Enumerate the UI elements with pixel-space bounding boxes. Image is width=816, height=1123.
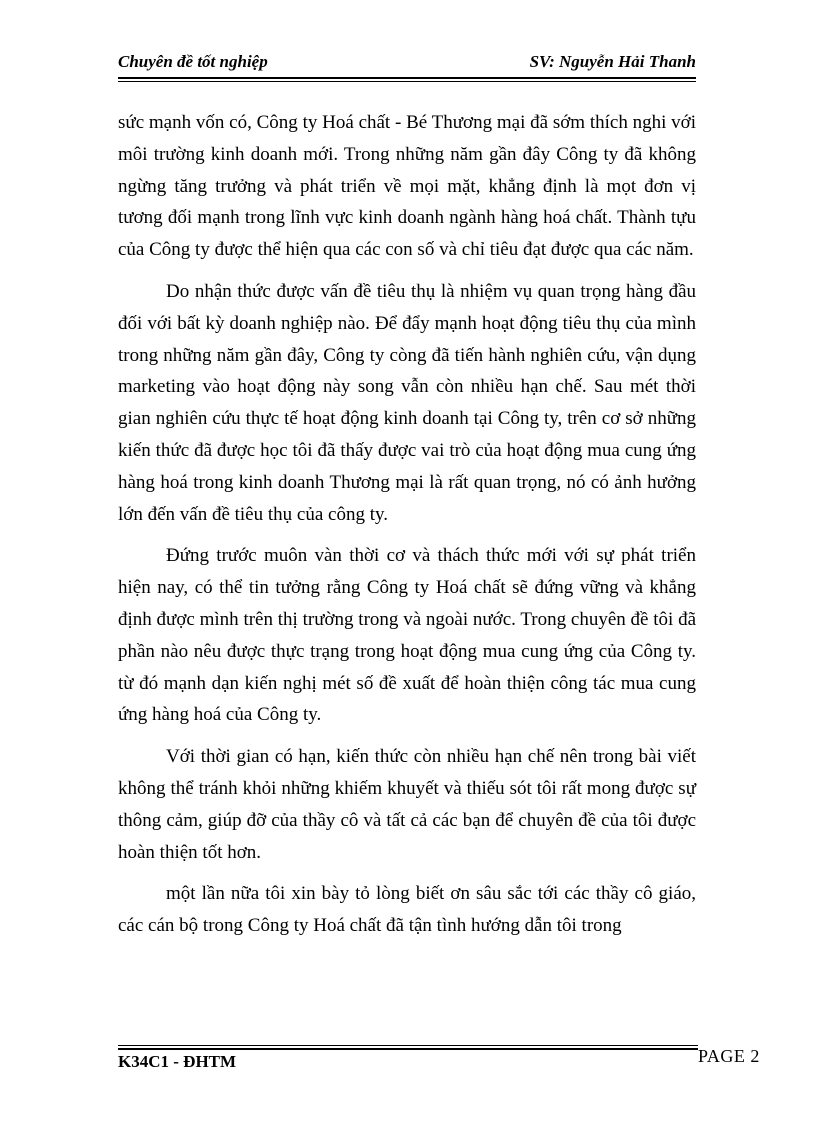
header-title: Chuyên đề tốt nghiệp xyxy=(118,52,268,71)
footer-rule-thin xyxy=(118,1045,698,1046)
page-header xyxy=(118,52,696,76)
paragraph-4: Với thời gian có hạn, kiến thức còn nhiều hạn chế nên trong bài viết không thể tránh khỏi những khiếm khuyết và thiếu sót tôi rất mong được sự thông cảm, giúp đỡ của thầy cô và tất cả các bạn để chuyên đề của tôi được hoàn thiện tốt hơn. xyxy=(118,746,696,863)
body-text xyxy=(118,107,696,952)
header-rule-thin xyxy=(118,81,696,82)
header-rule-thick xyxy=(118,77,696,79)
footer-rule-thick xyxy=(118,1048,698,1050)
footer-page-number: PAGE 2 xyxy=(698,1046,760,1066)
header-author: SV: Nguyễn Hải Thanh xyxy=(529,52,696,71)
paragraph-2: Do nhận thức được vấn đề tiêu thụ là nhiệm vụ quan trọng hàng đầu đối với bất kỳ doanh nghiệp nào. Để đẩy mạnh hoạt động tiêu thụ của mình trong những năm gần đây, Công ty còng đã tiến hành nghiên cứu, vận dụng marketing vào hoạt động này song vẫn còn nhiều hạn chế. Sau mét thời gian nghiên cứu thực tế hoạt động kinh doanh tại Công ty, trên cơ sở những kiến thức đã được học tôi đã thấy được vai trò của hoạt động mua cung ứng hàng hoá trong kinh doanh Thương mại là rất quan trọng, nó có ảnh hưởng lớn đến vấn đề tiêu thụ của công ty. xyxy=(118,280,696,525)
paragraph-1: sức mạnh vốn có, Công ty Hoá chất - Bé Thương mại đã sớm thích nghi với môi trường kinh doanh mới. Trong những năm gần đây Công ty đã không ngừng tăng trưởng và phát triển về mọi mặt, khẳng định là mọt đơn vị tương đối mạnh trong lĩnh vực kinh doanh ngành hàng hoá chất. Thành tựu của Công ty được thể hiện qua các con số và chỉ tiêu đạt được qua các năm. xyxy=(118,112,696,261)
footer-class-code: K34C1 - ĐHTM xyxy=(118,1052,237,1071)
paragraph-5: một lần nữa tôi xin bày tỏ lòng biết ơn sâu sắc tới các thầy cô giáo, các cán bộ trong Công ty Hoá chất đã tận tình hướng dẫn tôi trong xyxy=(118,883,696,937)
paragraph-3: Đứng trước muôn vàn thời cơ và thách thức mới với sự phát triển hiện nay, có thể tin tưởng rằng Công ty Hoá chất sẽ đứng vững và khẳng định được mình trên thị trường trong và ngoài nước. Trong chuyên đề tôi đã phần nào nêu được thực trạng trong hoạt động mua cung ứng của Công ty. từ đó mạnh dạn kiến nghị mét số đề xuất để hoàn thiện công tác mua cung ứng hàng hoá của Công ty. xyxy=(118,545,696,726)
